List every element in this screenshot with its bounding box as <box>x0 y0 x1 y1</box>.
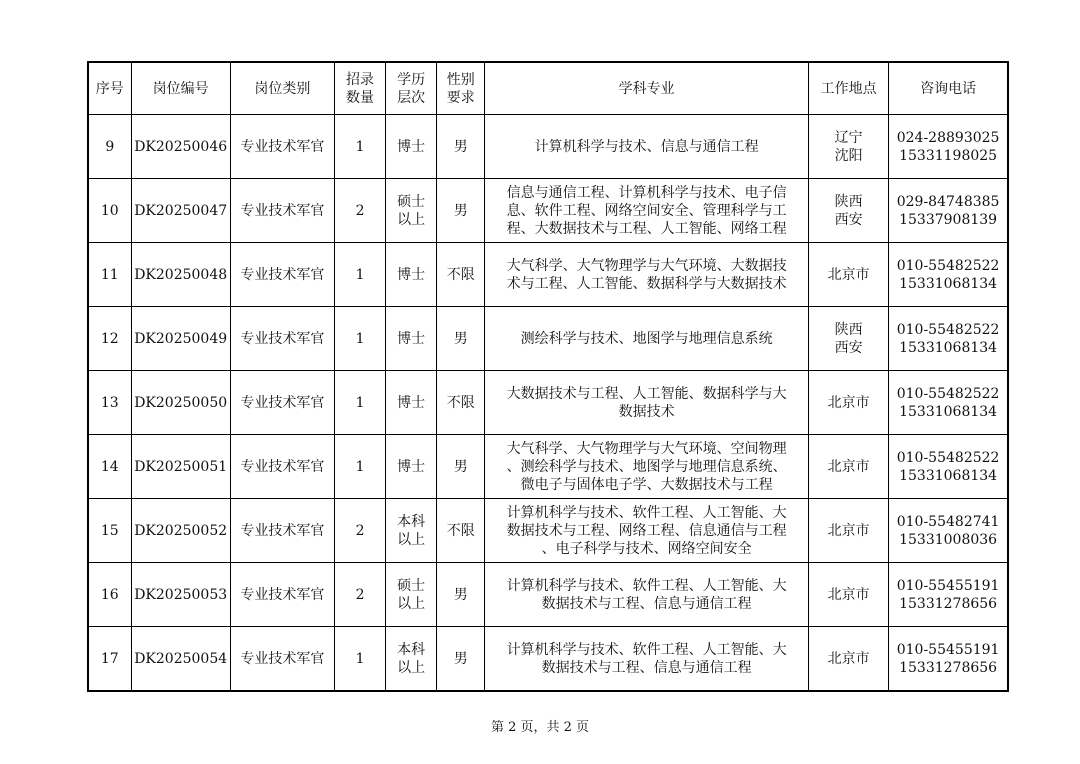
cell-post-code: DK20250051 <box>131 435 230 499</box>
header-gender <box>437 62 485 115</box>
phone-line: 024-28893025 <box>896 129 1000 146</box>
cell-phone <box>889 307 1008 371</box>
cell-post-code: DK20250048 <box>131 243 230 307</box>
cell-location <box>809 435 889 499</box>
major-line: 计算机科学与技术、软件工程、人工智能、大 <box>506 504 787 521</box>
cell-gender: 不限 <box>437 243 485 307</box>
cell-count: 1 <box>335 627 386 692</box>
cell-education <box>386 627 437 692</box>
header-gender-line: 要求 <box>446 89 475 106</box>
location-line: 北京市 <box>827 586 870 603</box>
education-line: 博士 <box>397 394 426 411</box>
phone-line: 15331198025 <box>899 147 998 164</box>
major-line: 程、大数据技术与工程、人工智能、网络工程 <box>506 220 787 237</box>
cell-count: 1 <box>335 243 386 307</box>
cell-phone <box>889 499 1008 563</box>
cell-post-type: 专业技术军官 <box>230 371 334 435</box>
phone-line: 010-55455191 <box>896 577 1000 594</box>
header-post-code: 岗位编号 <box>131 62 230 115</box>
cell-major <box>485 307 809 371</box>
header-gender-line: 性别 <box>446 71 475 88</box>
cell-post-code: DK20250052 <box>131 499 230 563</box>
phone-line: 010-55482522 <box>896 385 1000 402</box>
cell-gender: 男 <box>437 307 485 371</box>
phone-line: 15331068134 <box>899 339 998 356</box>
header-education <box>386 62 437 115</box>
education-line: 博士 <box>397 458 426 475</box>
cell-phone <box>889 371 1008 435</box>
page-footer: 第 2 页，共 2 页 <box>490 720 590 735</box>
cell-index: 17 <box>88 627 131 692</box>
cell-gender: 不限 <box>437 371 485 435</box>
cell-post-type: 专业技术军官 <box>230 563 334 627</box>
cell-post-type: 专业技术军官 <box>230 435 334 499</box>
cell-gender: 不限 <box>437 499 485 563</box>
header-education-line: 学历 <box>397 71 426 88</box>
cell-gender: 男 <box>437 179 485 243</box>
cell-major <box>485 115 809 179</box>
cell-education <box>386 435 437 499</box>
education-line: 博士 <box>397 330 426 347</box>
cell-major <box>485 435 809 499</box>
cell-gender: 男 <box>437 627 485 692</box>
location-line: 沈阳 <box>834 147 863 164</box>
cell-education <box>386 563 437 627</box>
header-count-line: 数量 <box>346 89 375 106</box>
cell-count: 1 <box>335 307 386 371</box>
cell-post-type: 专业技术军官 <box>230 307 334 371</box>
phone-line: 010-55482522 <box>896 321 1000 338</box>
cell-index: 13 <box>88 371 131 435</box>
education-line: 硕士 <box>397 577 426 594</box>
table-row <box>88 179 1008 243</box>
table-row <box>88 115 1008 179</box>
major-line: 数据技术与工程、信息与通信工程 <box>541 659 752 676</box>
cell-location <box>809 243 889 307</box>
phone-line: 010-55482522 <box>896 257 1000 274</box>
cell-count: 2 <box>335 563 386 627</box>
cell-education <box>386 243 437 307</box>
header-education-line: 层次 <box>397 89 426 106</box>
cell-index: 10 <box>88 179 131 243</box>
cell-location <box>809 179 889 243</box>
education-line: 本科 <box>397 641 426 658</box>
major-line: 测绘科学与技术、地图学与地理信息系统 <box>520 330 773 347</box>
major-line: 大气科学、大气物理学与大气环境、空间物理 <box>506 440 787 457</box>
cell-education <box>386 179 437 243</box>
education-line: 以上 <box>397 211 426 228</box>
cell-education <box>386 307 437 371</box>
cell-major <box>485 627 809 692</box>
cell-phone <box>889 179 1008 243</box>
header-count <box>335 62 386 115</box>
education-line: 以上 <box>397 595 426 612</box>
cell-index: 15 <box>88 499 131 563</box>
table-row <box>88 499 1008 563</box>
cell-post-type: 专业技术军官 <box>230 243 334 307</box>
cell-post-type: 专业技术军官 <box>230 179 334 243</box>
cell-major <box>485 371 809 435</box>
table-row <box>88 307 1008 371</box>
location-line: 陕西 <box>834 321 863 338</box>
recruitment-table <box>87 61 1009 692</box>
major-line: 大数据技术与工程、人工智能、数据科学与大 <box>506 385 787 402</box>
cell-phone <box>889 435 1008 499</box>
cell-major <box>485 563 809 627</box>
cell-index: 12 <box>88 307 131 371</box>
phone-line: 010-55482522 <box>896 449 1000 466</box>
table-row <box>88 627 1008 692</box>
cell-post-type: 专业技术军官 <box>230 499 334 563</box>
cell-education <box>386 499 437 563</box>
major-line: 数据技术与工程、网络工程、信息通信与工程 <box>506 522 787 539</box>
phone-line: 15331068134 <box>899 403 998 420</box>
location-line: 北京市 <box>827 266 870 283</box>
location-line: 北京市 <box>827 458 870 475</box>
major-line: 计算机科学与技术、信息与通信工程 <box>534 138 759 155</box>
cell-location <box>809 563 889 627</box>
cell-post-code: DK20250047 <box>131 179 230 243</box>
cell-post-code: DK20250046 <box>131 115 230 179</box>
header-location: 工作地点 <box>809 62 889 115</box>
location-line: 辽宁 <box>834 129 863 146</box>
phone-line: 010-55482741 <box>896 513 1000 530</box>
major-line: 信息与通信工程、计算机科学与技术、电子信 <box>506 184 787 201</box>
cell-phone <box>889 627 1008 692</box>
cell-location <box>809 115 889 179</box>
header-index: 序号 <box>88 62 131 115</box>
cell-major <box>485 179 809 243</box>
education-line: 本科 <box>397 513 426 530</box>
cell-location <box>809 499 889 563</box>
major-line: 计算机科学与技术、软件工程、人工智能、大 <box>506 641 787 658</box>
cell-index: 11 <box>88 243 131 307</box>
education-line: 硕士 <box>397 193 426 210</box>
major-line: 大气科学、大气物理学与大气环境、大数据技 <box>506 257 787 274</box>
table-row <box>88 563 1008 627</box>
cell-post-type: 专业技术军官 <box>230 627 334 692</box>
cell-count: 2 <box>335 179 386 243</box>
location-line: 北京市 <box>827 650 870 667</box>
phone-line: 15331278656 <box>899 595 998 612</box>
phone-line: 15337908139 <box>899 211 998 228</box>
location-line: 北京市 <box>827 522 870 539</box>
location-line: 陕西 <box>834 193 863 210</box>
cell-post-code: DK20250049 <box>131 307 230 371</box>
phone-line: 029-84748385 <box>896 193 1000 210</box>
location-line: 西安 <box>834 339 863 356</box>
cell-gender: 男 <box>437 115 485 179</box>
education-line: 博士 <box>397 266 426 283</box>
table-row <box>88 435 1008 499</box>
cell-gender: 男 <box>437 563 485 627</box>
table-row <box>88 243 1008 307</box>
major-line: 计算机科学与技术、软件工程、人工智能、大 <box>506 577 787 594</box>
cell-index: 16 <box>88 563 131 627</box>
header-post-type: 岗位类别 <box>230 62 334 115</box>
phone-line: 010-55455191 <box>896 641 1000 658</box>
major-line: 、电子科学与技术、网络空间安全 <box>541 540 752 557</box>
header-major: 学科专业 <box>485 62 809 115</box>
cell-location <box>809 627 889 692</box>
major-line: 微电子与固体电子学、大数据技术与工程 <box>520 476 773 493</box>
cell-major <box>485 499 809 563</box>
phone-line: 15331068134 <box>899 467 998 484</box>
cell-post-code: DK20250054 <box>131 627 230 692</box>
cell-count: 1 <box>335 371 386 435</box>
header-phone: 咨询电话 <box>889 62 1008 115</box>
major-line: 术与工程、人工智能、数据科学与大数据技术 <box>506 275 787 292</box>
table-body <box>88 115 1008 692</box>
location-line: 西安 <box>834 211 863 228</box>
major-line: 息、软件工程、网络空间安全、管理科学与工 <box>506 202 787 219</box>
education-line: 以上 <box>397 659 426 676</box>
education-line: 以上 <box>397 531 426 548</box>
cell-post-type: 专业技术军官 <box>230 115 334 179</box>
phone-line: 15331008036 <box>899 531 998 548</box>
cell-index: 14 <box>88 435 131 499</box>
cell-index: 9 <box>88 115 131 179</box>
cell-education <box>386 115 437 179</box>
cell-major <box>485 243 809 307</box>
cell-count: 1 <box>335 435 386 499</box>
cell-count: 1 <box>335 115 386 179</box>
header-row <box>88 62 1008 115</box>
major-line: 、测绘科学与技术、地图学与地理信息系统、 <box>506 458 787 475</box>
cell-location <box>809 371 889 435</box>
cell-post-code: DK20250050 <box>131 371 230 435</box>
location-line: 北京市 <box>827 394 870 411</box>
cell-phone <box>889 563 1008 627</box>
header-count-line: 招录 <box>346 71 375 88</box>
table-row <box>88 371 1008 435</box>
cell-post-code: DK20250053 <box>131 563 230 627</box>
cell-education <box>386 371 437 435</box>
cell-location <box>809 307 889 371</box>
phone-line: 15331068134 <box>899 275 998 292</box>
phone-line: 15331278656 <box>899 659 998 676</box>
major-line: 数据技术与工程、信息与通信工程 <box>541 595 752 612</box>
cell-count: 2 <box>335 499 386 563</box>
cell-phone <box>889 115 1008 179</box>
major-line: 数据技术 <box>618 403 675 420</box>
cell-phone <box>889 243 1008 307</box>
cell-gender: 男 <box>437 435 485 499</box>
education-line: 博士 <box>397 138 426 155</box>
